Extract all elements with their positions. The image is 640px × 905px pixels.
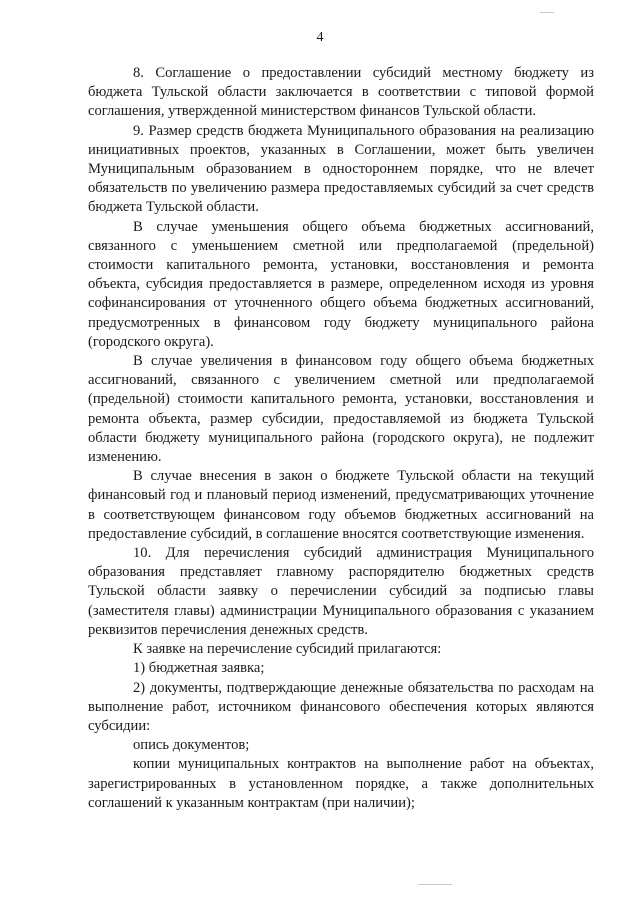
paragraph-attachments-intro: К заявке на перечисление субсидий прилагаются: <box>133 641 442 658</box>
scan-artifact-top <box>540 12 554 13</box>
paragraph-law-amendment-case: В случае внесения в закон о бюджете Тульской области на текущий финансовый год и плановый период изменений, предусматривающих уточнение в соответствующем финансовом году объемов бюджетных ассигнований на предоставление субсидий, в соглашение вносятся соответствующие изменения. <box>88 468 594 542</box>
paragraph-increase-case: В случае увеличения в финансовом году общего объема бюджетных ассигнований, связанного с увеличением сметной или предполагаемой (предельной) стоимости капитального ремонта, установки, восстановления и ремонта объекта, размер субсидии, предоставляемой из бюджета Тульской области бюджету муниципального района (городского округа), не подлежит изменению. <box>88 353 594 466</box>
page-number: 4 <box>316 30 324 45</box>
paragraph-decrease-case: В случае уменьшения общего объема бюджетных ассигнований, связанного с уменьшением сметной или предполагаемой (предельной) стоимости капитального ремонта, установки, восстановления и ремонта объекта, субсидия предоставляется в размере, определенном исходя из уровня софинансирования от уточненного общего объема бюджетных ассигнований, предусмотренных в финансовом году бюджету муниципального района (городского округа). <box>88 218 594 350</box>
paragraph-9-budget-size: 9. Размер средств бюджета Муниципального образования на реализацию инициативных проектов, указанных в Соглашении, может быть увеличен Муниципальным образованием в одностороннем порядке, что не влечет обязательств по увеличению размера предоставляемых субсидий за счет средств бюджета Тульской области. <box>88 122 594 216</box>
scan-artifact-bottom <box>418 884 452 885</box>
list-item-supporting-documents: 2) документы, подтверждающие денежные обязательства по расходам на выполнение работ, источником финансового обеспечения которых являются субсидии: <box>88 679 594 734</box>
document-body <box>88 64 594 813</box>
paragraph-8-agreement: 8. Соглашение о предоставлении субсидий местному бюджету из бюджета Тульской области заключается в соответствии с типовой формой соглашения, утвержденной министерством финансов Тульской области. <box>88 65 594 120</box>
list-item-contract-copies: копии муниципальных контрактов на выполнение работ на объектах, зарегистрированных в установленном порядке, а также дополнительных соглашений к указанным контрактам (при наличии); <box>88 756 594 811</box>
list-item-document-inventory: опись документов; <box>133 737 250 754</box>
paragraph-10-transfer-request: 10. Для перечисления субсидий администрация Муниципального образования представляет главному распорядителю бюджетных средств Тульской области заявку о перечислении субсидий за подписью главы (заместителя главы) администрации Муниципального образования с указанием реквизитов перечисления денежных средств. <box>88 545 594 638</box>
list-item-budget-request: 1) бюджетная заявка; <box>133 660 265 677</box>
